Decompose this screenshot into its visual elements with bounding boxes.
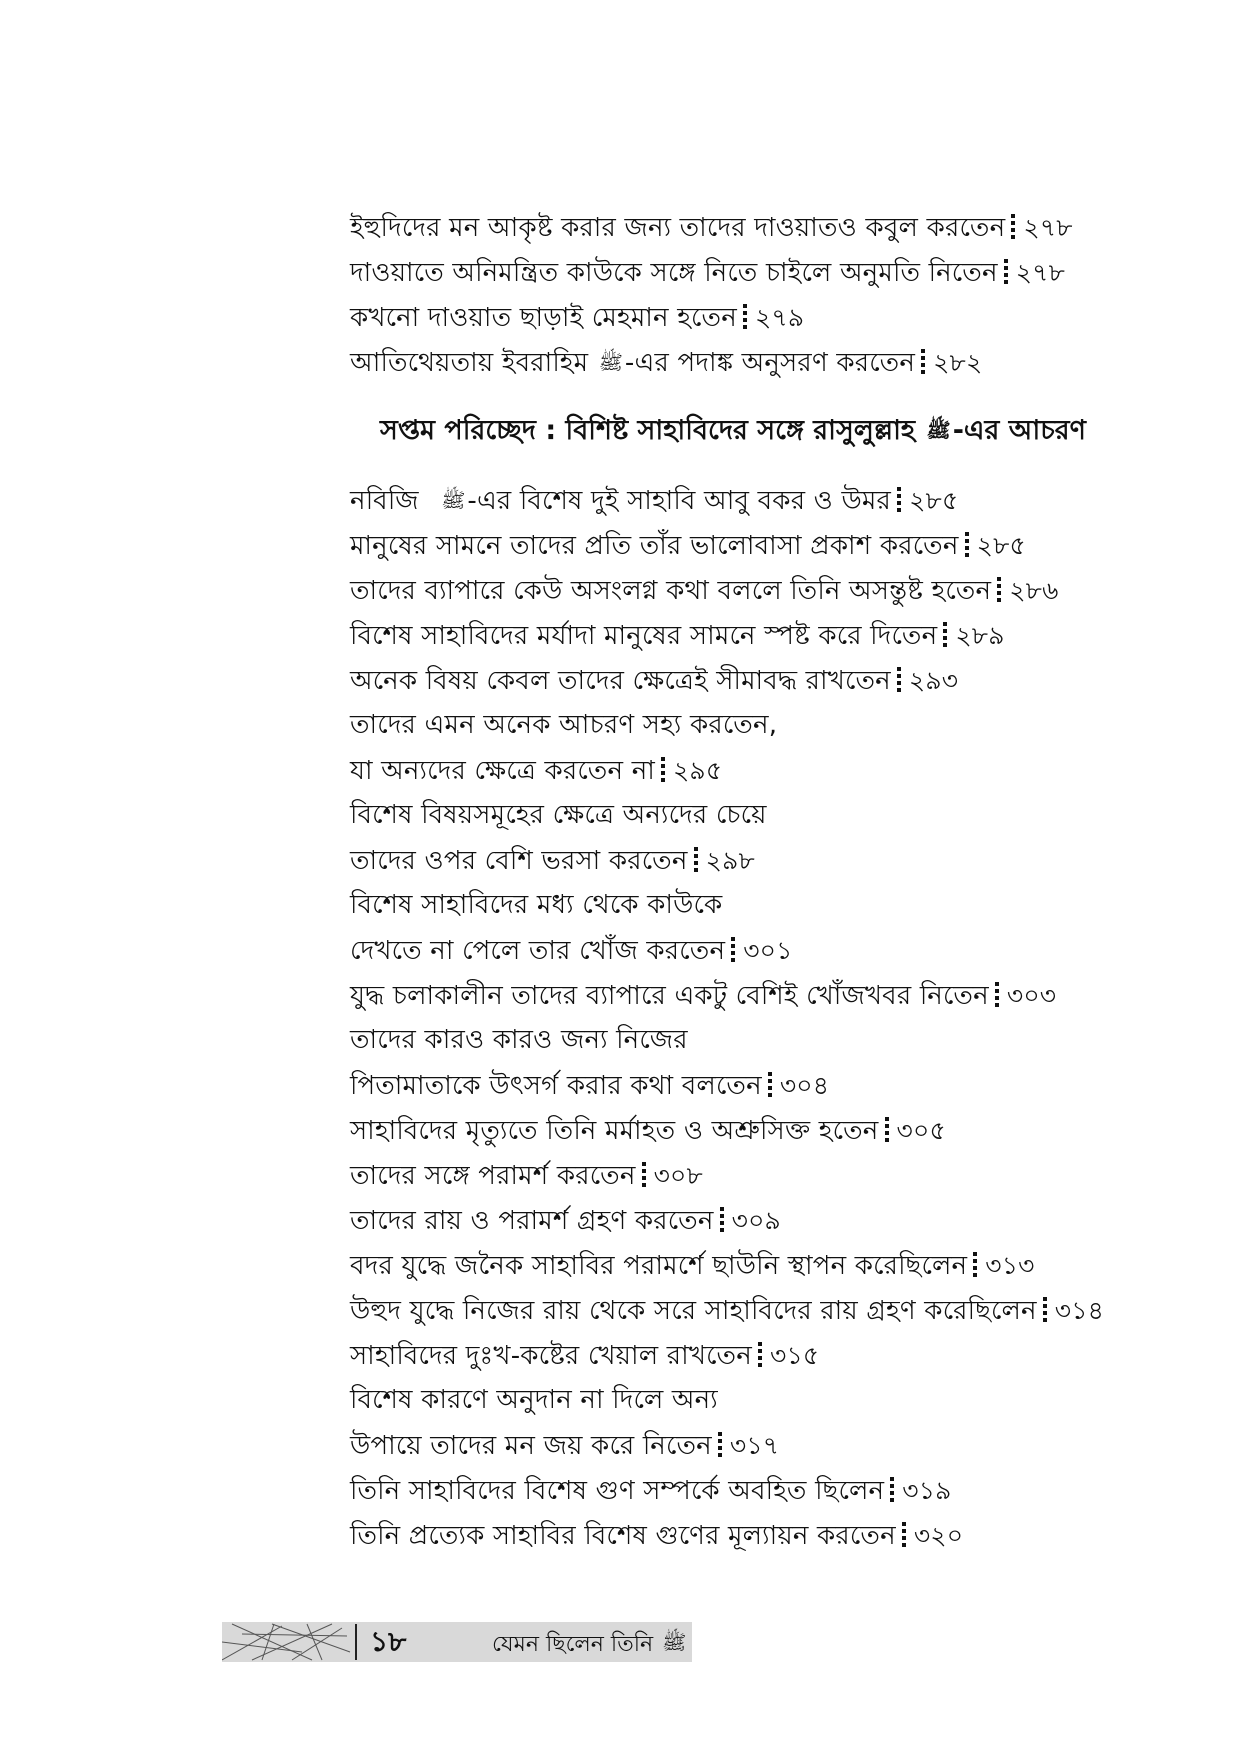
separator-mark <box>661 757 665 783</box>
toc-page-number: ৩১৯ <box>902 1476 952 1505</box>
toc-entry-text: নবিজি <box>350 486 419 516</box>
toc-entry-text: অনেক বিষয় কেবল তাদের ক্ষেত্রেই সীমাবদ্ধ রাখতেন <box>350 666 891 696</box>
toc-entry-text: কখনো দাওয়াত ছাড়াই মেহমান হতেন <box>350 303 737 333</box>
separator-mark <box>997 577 1001 603</box>
toc-top-section <box>350 205 1073 385</box>
toc-entry-text: পিতামাতাকে উৎসর্গ করার কথা বলতেন <box>350 1071 762 1101</box>
chapter-title: সপ্তম পরিচ্ছেদ : বিশিষ্ট সাহাবিদের সঙ্গে রাসুলুল্লাহ <box>380 415 916 446</box>
toc-entry-text: বদর যুদ্ধে জনৈক সাহাবির পরামর্শে ছাউনি স্থাপন করেছিলেন <box>350 1251 968 1281</box>
toc-entry <box>350 928 1070 973</box>
toc-main-section <box>350 478 1105 1558</box>
toc-entry <box>350 703 1070 748</box>
footer-line-art <box>222 1622 352 1662</box>
toc-entry <box>350 1378 1070 1423</box>
toc-entry <box>350 250 1070 295</box>
toc-page-number: ২৭৮ <box>1015 258 1066 287</box>
toc-entry-text: বিশেষ বিষয়সমূহের ক্ষেত্রে অন্যদের চেয়ে <box>350 800 767 830</box>
honorific-glyph: ﷺ <box>598 350 623 374</box>
toc-entry <box>350 658 1070 703</box>
toc-entry <box>350 1288 1105 1333</box>
honorific-glyph: ﷺ <box>662 1630 687 1654</box>
toc-page-number: ৩১৫ <box>769 1341 820 1370</box>
toc-entry-list <box>350 523 1105 1558</box>
toc-entry-text: -এর বিশেষ দুই সাহাবি আবু বকর ও উমর <box>467 486 892 516</box>
toc-entry <box>350 478 1070 523</box>
toc-entry <box>350 1243 1070 1288</box>
toc-entry <box>350 1198 1070 1243</box>
toc-entry <box>350 748 1070 793</box>
toc-entry-text: দাওয়াতে অনিমন্ত্রিত কাউকে সঙ্গে নিতে চাইলে অনুমতি নিতেন <box>350 258 998 288</box>
toc-page-number: ২৭৯ <box>754 303 805 332</box>
toc-entry-text: যুদ্ধ চলাকালীন তাদের ব্যাপারে একটু বেশিই খোঁজখবর নিতেন <box>350 981 989 1011</box>
separator-mark <box>890 1477 894 1503</box>
toc-page-number: ৩০৪ <box>779 1071 830 1100</box>
toc-page-number: ৩১৩ <box>985 1251 1035 1280</box>
toc-entry-text: তাদের এমন অনেক আচরণ সহ্য করতেন, <box>350 710 778 740</box>
separator-mark <box>897 667 901 693</box>
separator-mark <box>642 1162 646 1188</box>
toc-entry-text: যা অন্যদের ক্ষেত্রে করতেন না <box>350 756 655 786</box>
footer-page-number: ১৮ <box>370 1625 407 1658</box>
toc-entry-text: আতিথেয়তায় ইবরাহিম <box>350 348 589 378</box>
footer-book-title <box>492 1626 688 1661</box>
toc-entry-text: সাহাবিদের মৃত্যুতে তিনি মর্মাহত ও অশ্রুসিক্ত হতেন <box>350 1116 879 1146</box>
toc-entry-text: তাদের ব্যাপারে কেউ অসংলগ্ন কথা বললে তিনি অসন্তুষ্ট হতেন <box>350 576 992 606</box>
toc-page-number: ৩০৯ <box>731 1206 781 1235</box>
toc-entry <box>350 205 1073 250</box>
toc-page-number: ২৮২ <box>933 348 983 377</box>
toc-entry <box>350 568 1070 613</box>
separator-mark <box>1011 214 1015 240</box>
toc-entry-text: -এর পদাঙ্ক অনুসরণ করতেন <box>624 348 916 378</box>
toc-entry-text: বিশেষ সাহাবিদের মর্যাদা মানুষের সামনে স্পষ্ট করে দিতেন <box>350 621 938 651</box>
toc-entry-text: ইহুদিদের মন আকৃষ্ট করার জন্য তাদের দাওয়াতও কবুল করতেন <box>350 213 1006 243</box>
separator-mark <box>718 1432 722 1458</box>
toc-entry <box>350 1018 1070 1063</box>
separator-mark <box>965 532 969 558</box>
toc-entry <box>350 1333 1070 1378</box>
toc-entry-text: উপায়ে তাদের মন জয় করে নিতেন <box>350 1431 712 1461</box>
separator-mark <box>902 1522 906 1548</box>
toc-page-number: ২৮৫ <box>976 531 1026 560</box>
toc-page-number: ৩০১ <box>743 936 793 965</box>
chapter-title-suffix: -এর আচরণ <box>952 415 1086 446</box>
toc-entry <box>350 1108 1070 1153</box>
toc-page-number: ৩১৪ <box>1054 1296 1105 1325</box>
toc-entry-text: তাদের কারও কারও জন্য নিজের <box>350 1025 688 1055</box>
page-footer <box>222 1622 692 1662</box>
toc-entry <box>350 295 1070 340</box>
book-title-text: যেমন ছিলেন তিনি <box>492 1632 654 1657</box>
separator-mark <box>731 937 735 963</box>
toc-page-number: ৩০৩ <box>1006 981 1057 1010</box>
toc-entry <box>350 1468 1070 1513</box>
toc-entry <box>350 340 1070 385</box>
toc-page-number: ২৯৮ <box>705 846 755 875</box>
toc-entry <box>350 1423 1070 1468</box>
toc-entry <box>350 793 1070 838</box>
separator-mark <box>694 847 698 873</box>
separator-mark <box>720 1207 724 1233</box>
toc-entry-text: বিশেষ কারণে অনুদান না দিলে অন্য <box>350 1385 718 1415</box>
separator-mark <box>1004 259 1008 285</box>
separator-mark <box>897 487 901 513</box>
toc-entry <box>350 1063 1070 1108</box>
separator-mark <box>943 622 947 648</box>
separator-mark <box>768 1072 772 1098</box>
toc-entry <box>350 613 1070 658</box>
toc-page-number: ২৮৫ <box>909 486 959 515</box>
toc-entry-text: বিশেষ সাহাবিদের মধ্য থেকে কাউকে <box>350 890 723 920</box>
toc-page-number: ৩০৮ <box>653 1161 703 1190</box>
toc-entry <box>350 1513 1070 1558</box>
toc-entry <box>350 523 1070 568</box>
toc-entry-text: তাদের রায় ও পরামর্শ গ্রহণ করতেন <box>350 1206 714 1236</box>
honorific-glyph: ﷺ <box>926 418 951 442</box>
toc-entry <box>350 883 1070 928</box>
chapter-heading <box>380 410 1086 451</box>
separator-mark <box>973 1252 977 1278</box>
toc-entry-text: উহুদ যুদ্ধে নিজের রায় থেকে সরে সাহাবিদের রায় গ্রহণ করেছিলেন <box>350 1296 1037 1326</box>
toc-page-number: ৩০৫ <box>896 1116 946 1145</box>
toc-entry-text: মানুষের সামনে তাদের প্রতি তাঁর ভালোবাসা প্রকাশ করতেন <box>350 531 959 561</box>
toc-page-number: ২৮৬ <box>1009 576 1059 605</box>
separator-mark <box>1043 1297 1047 1323</box>
footer-divider <box>355 1624 357 1660</box>
toc-page-number: ২৯৫ <box>672 756 723 785</box>
toc-entry-text: সাহাবিদের দুঃখ-কষ্টের খেয়াল রাখতেন <box>350 1341 752 1371</box>
toc-entry <box>350 973 1070 1018</box>
toc-entry-text: তাদের ওপর বেশি ভরসা করতেন <box>350 846 688 876</box>
toc-page-number: ২৭৮ <box>1023 213 1073 242</box>
toc-page-number: ৩২০ <box>913 1521 964 1550</box>
toc-entry-text: তাদের সঙ্গে পরামর্শ করতেন <box>350 1161 636 1191</box>
toc-page-number: ৩১৭ <box>729 1431 780 1460</box>
honorific-glyph: ﷺ <box>441 488 466 512</box>
toc-entry-text: তিনি প্রত্যেক সাহাবির বিশেষ গুণের মূল্যায়ন করতেন <box>350 1521 896 1551</box>
toc-entry <box>350 1153 1070 1198</box>
separator-mark <box>921 349 925 375</box>
toc-entry-text: তিনি সাহাবিদের বিশেষ গুণ সম্পর্কে অবহিত ছিলেন <box>350 1476 885 1506</box>
separator-mark <box>995 982 999 1008</box>
toc-page-number: ২৯৩ <box>908 666 959 695</box>
toc-entry-text: দেখতে না পেলে তার খোঁজ করতেন <box>350 936 726 966</box>
toc-page-number: ২৮৯ <box>955 621 1005 650</box>
separator-mark <box>758 1342 762 1368</box>
separator-mark <box>743 304 747 330</box>
toc-entry <box>350 838 1070 883</box>
separator-mark <box>885 1117 889 1143</box>
